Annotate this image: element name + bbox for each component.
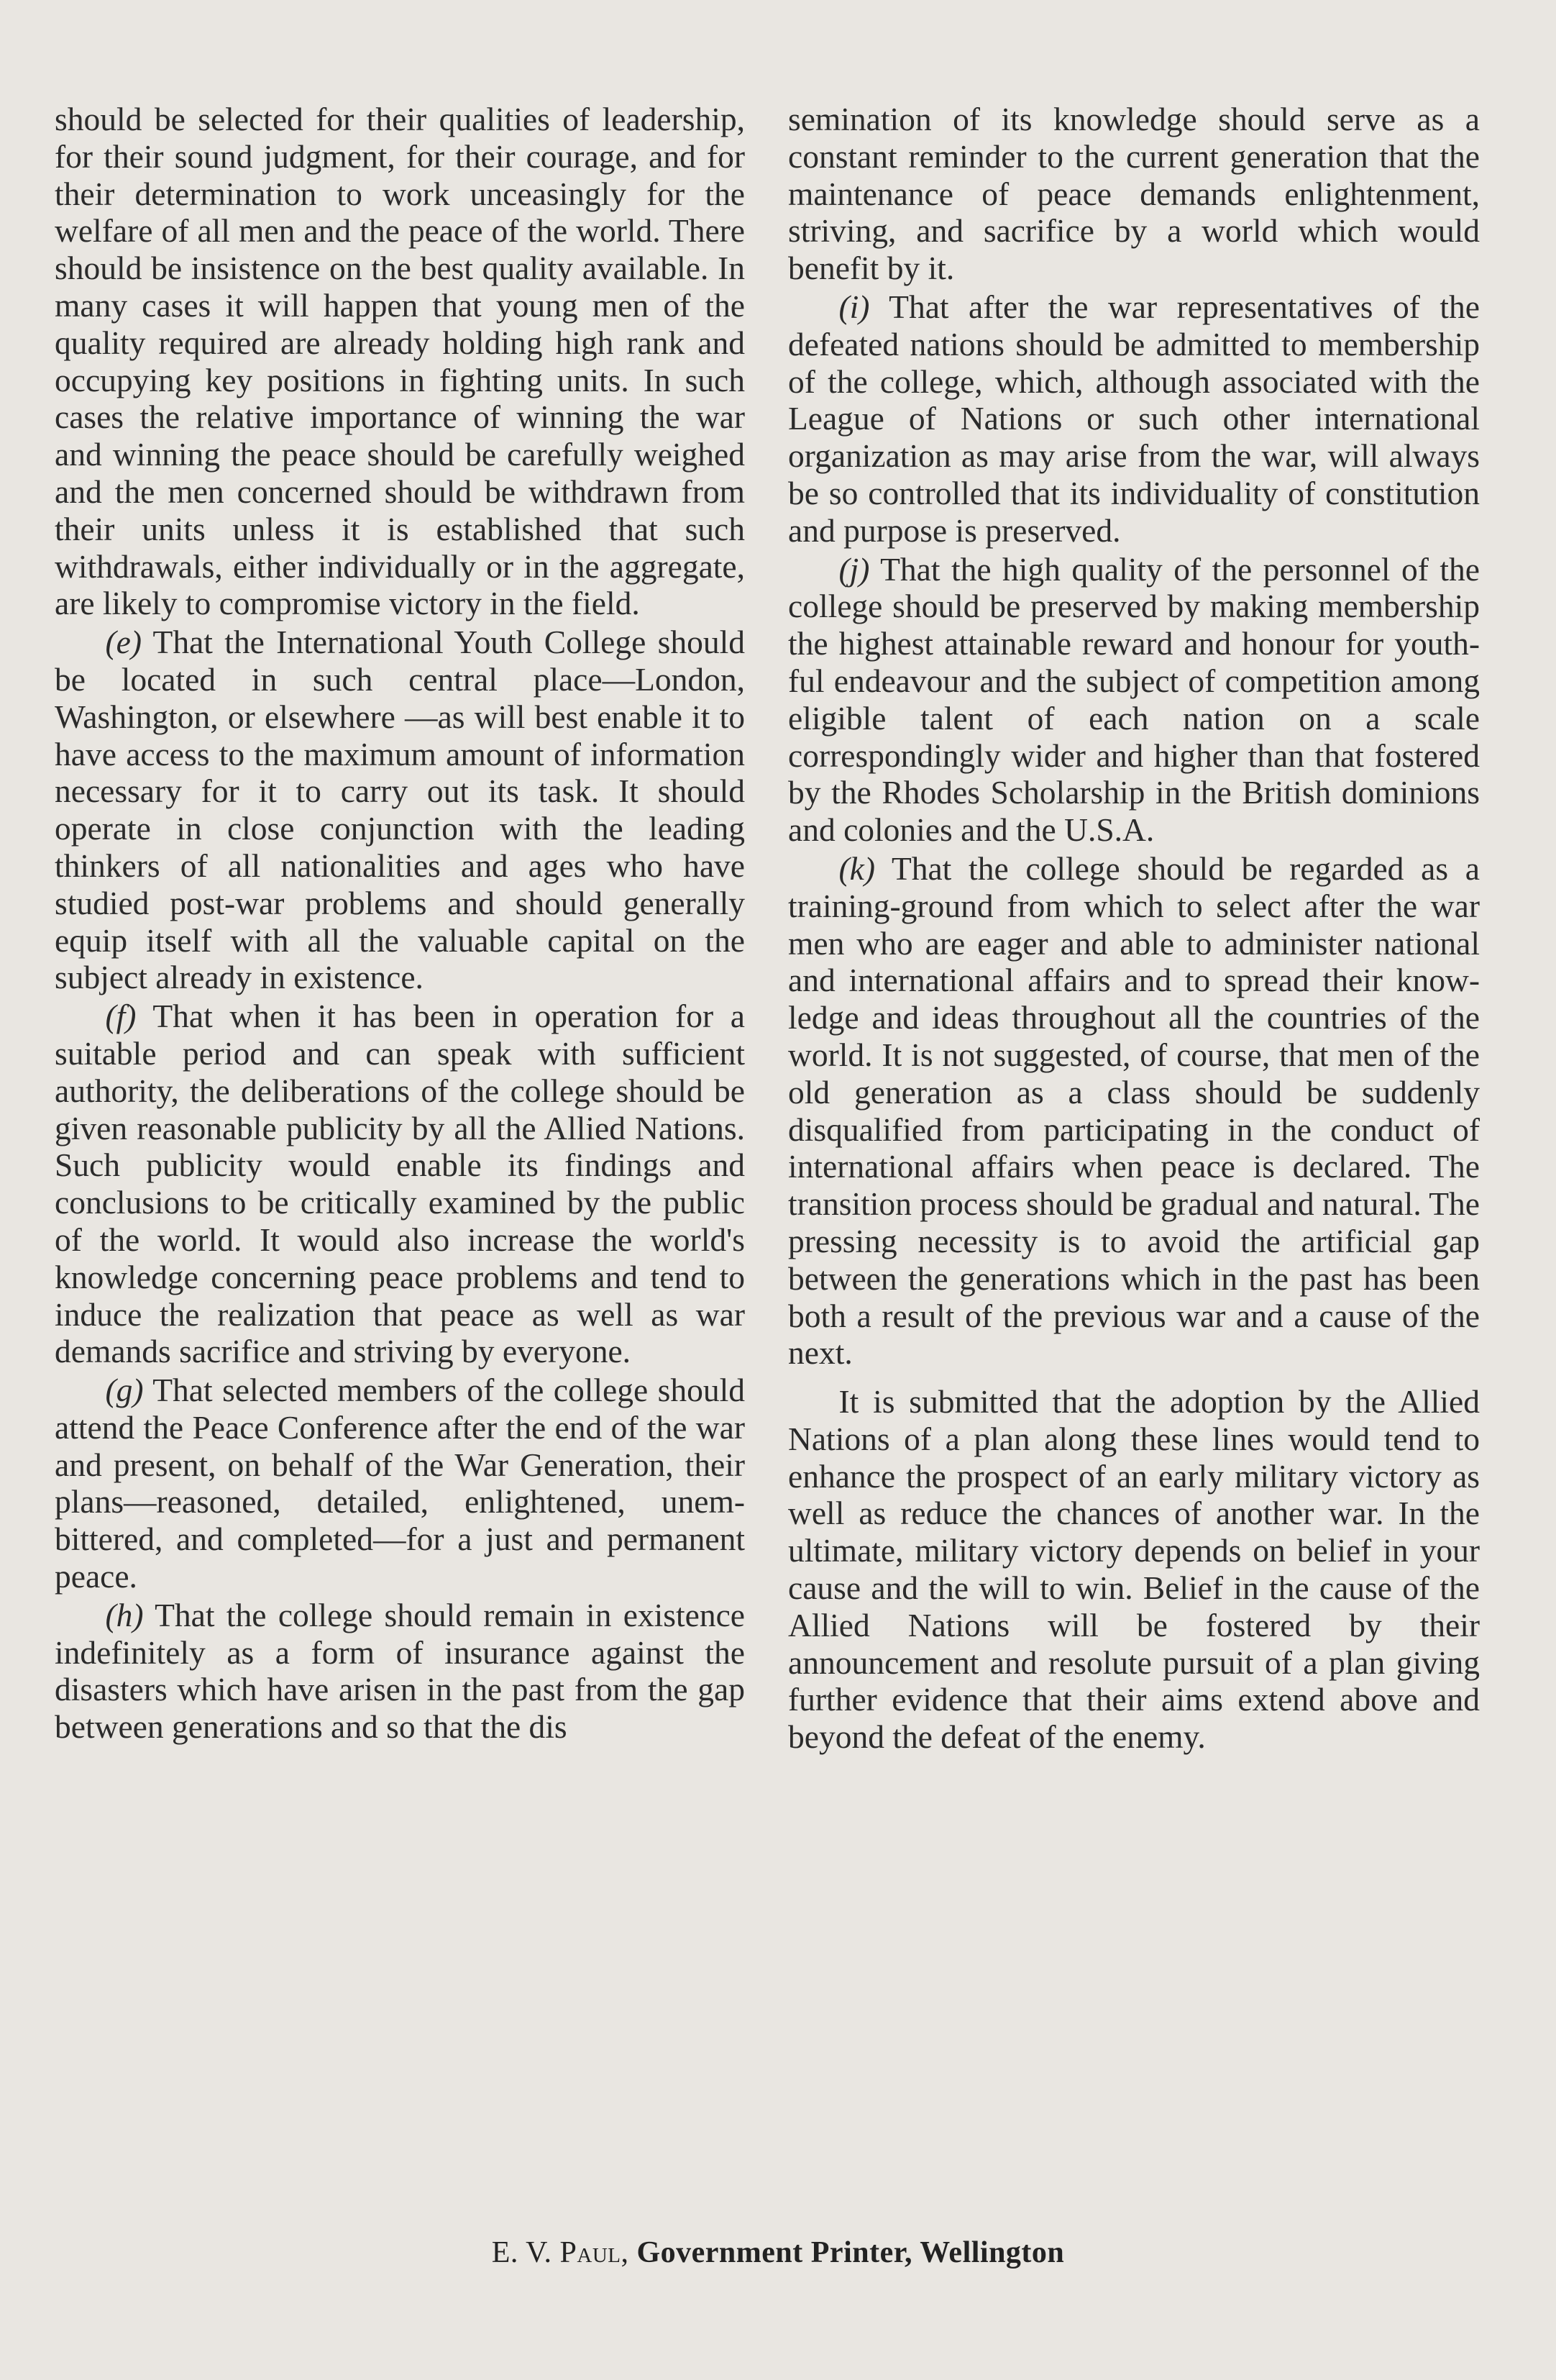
left-column <box>55 101 745 1747</box>
paragraph-j-text: That the high quality of the personnel of the college should be preserved by making membership the highest attainable reward and honour for youthful endeavour and the subject of competition among eligible talent of each nation on a scale correspondingly wider and higher than that fostered by the Rhodes Scholarship in the British dominions and colonies and the U.S.A. <box>788 550 1480 849</box>
paragraph-g <box>55 1372 745 1595</box>
paragraph-j-label: (j) <box>838 550 870 588</box>
paragraph-e-label: (e) <box>105 624 142 661</box>
paragraph-f-label: (f) <box>105 998 137 1035</box>
paragraph-h-text: That the college should remain in existence indefinitely as a form of insurance against the disasters which have arisen in the past from the gap between generations and so that the dis <box>55 1596 745 1746</box>
printer-title: Government Printer, Wellington <box>636 2236 1065 2269</box>
paragraph-g-label: (g) <box>105 1372 144 1409</box>
paragraph-i-text: That after the war representatives of the defeated nations should be admitted to membership of the college, which, although associated with the League of Nations or such other international organization as may arise from the war, will always be so controlled that its individuality of constitution and purpose is preserved. <box>788 288 1480 549</box>
paragraph-k-text: That the college should be regarded as a training-ground from which to select after the war men who are eager and able to administer national and international affairs and to spread their knowledge and ideas throughout all the countries of the world. It is not suggested, of course, that men of the old generation as a class should be suddenly disqualified from participating in the conduct of international affairs when peace is declared. The transition process should be gradual and natural. The pressing necessity is to avoid the artificial gap between the generations which in the past has been both a result of the previous war and a cause of the next. <box>788 849 1480 1372</box>
paragraph-f <box>55 998 745 1370</box>
printer-imprint <box>0 2233 1556 2272</box>
paragraph-e-text: That the International Youth College should be located in such central place—London, Washington, or elsewhere —as will best enable it to have access to the maximum amount of information necessary for it to carry out its task. It should operate in close conjunction with the leading thinkers of all nationalities and ages who have studied post-war problems and should generally equip itself with all the valuable capital on the subject already in existence. <box>55 624 745 996</box>
right-column <box>788 101 1480 1757</box>
paragraph-i <box>788 288 1480 550</box>
paragraph-k-label: (k) <box>838 849 876 887</box>
paragraph-g-text: That selected members of the college should attend the Peace Conference after the end of the war and present, on behalf of the War Generation, their plans—reasoned, detailed, enlightened, unembittered, and completed—for a just and permanent peace. <box>55 1372 745 1595</box>
paragraph-i-label: (i) <box>838 288 870 325</box>
printer-name: E. V. Paul, <box>491 2236 629 2269</box>
paragraph-h-label: (h) <box>105 1596 144 1633</box>
paragraph-k <box>788 850 1480 1372</box>
left-intro-paragraph: should be selected for their qualities of leadership, for their sound judgment, for their courage, and for their determination to work unceasingly for the welfare of all men and the peace of the world. There should be insistence on the best quality available. In many cases it will happen that young men of the quality required are already holding high rank and occupying key positions in fighting units. In such cases the relative importance of winning the war and winning the peace should be carefully weighed and the men concerned should be withdrawn from their units unless it is established that such withdrawals, either individually or in the aggregate, are likely to compromise victory in the field. <box>55 101 745 622</box>
paragraph-h <box>55 1597 745 1746</box>
paragraph-j <box>788 551 1480 849</box>
right-continuation-paragraph: semination of its knowledge should serve as a constant reminder to the current generation that the maintenance of peace demands enlightenment, striving, and sacrifice by a world which would benefit by it. <box>788 101 1480 287</box>
paragraph-f-text: That when it has been in operation for a suitable period and can speak with sufficient authority, the deliberations of the college should be given reasonable publicity by all the Allied Nations. Such publicity would enable its findings and conclusions to be critically examined by the public of the world. It would also increase the world's knowledge concerning peace problems and tend to induce the realization that peace as well as war demands sacrifice and striving by everyone. <box>55 998 745 1370</box>
paragraph-e <box>55 624 745 996</box>
conclusion-paragraph: It is submitted that the adoption by the Allied Nations of a plan along these lines would tend to enhance the prospect of an early military victory as well as reduce the chances of another war. In the ultimate, military victory depends on belief in your cause and the will to win. Belief in the cause of the Allied Nations will be fostered by their announcement and resolute pursuit of a plan giving further evidence that their aims extend above and beyond the defeat of the enemy. <box>788 1383 1480 1756</box>
